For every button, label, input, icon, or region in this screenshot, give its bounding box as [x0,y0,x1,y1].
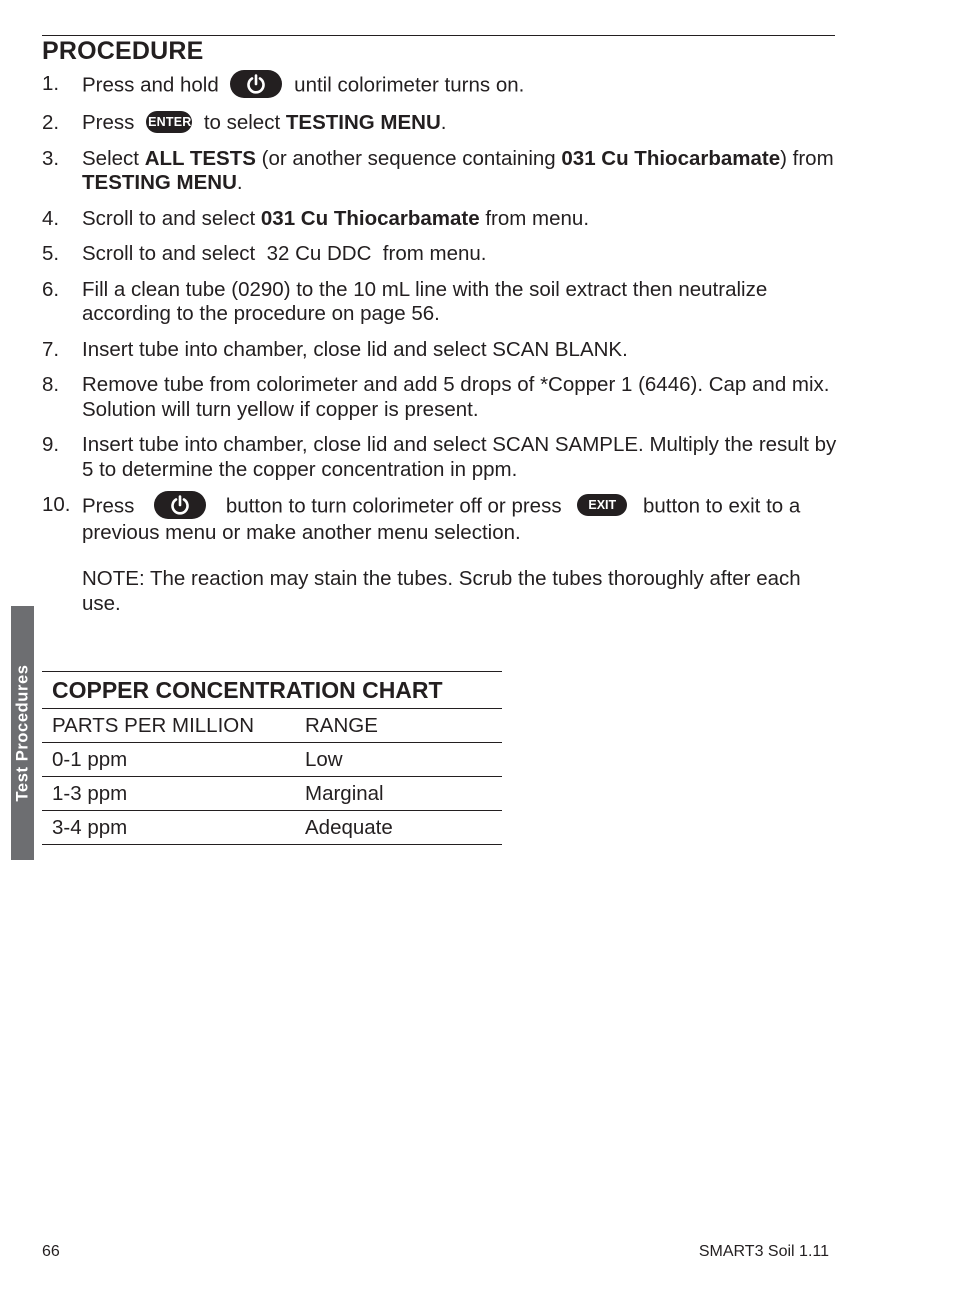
step-text: Insert tube into chamber, close lid and select SCAN SAMPLE. Multiply the result by 5 to determine the copper concentration in ppm. [82,433,837,481]
step-text: . [440,111,447,134]
step-number: 1. [42,72,60,95]
step-number: 9. [42,433,60,456]
procedure-step [42,147,842,196]
step-text-bold: TESTING MENU [285,111,441,134]
procedure-step [42,111,842,136]
procedure-step [42,493,842,546]
step-number: 4. [42,206,60,230]
table-cell: Adequate [305,816,393,839]
procedure-step [42,278,842,327]
procedure-step [42,72,842,100]
step-text: Select [82,146,139,170]
step-number: 8. [42,373,60,396]
step-text: . [236,171,243,194]
table-cell: Low [305,748,343,771]
side-tab [11,606,34,860]
step-text: Scroll to and select 32 Cu DDC from menu. [82,242,487,265]
procedure-step [42,338,842,363]
table-header-cell: PARTS PER MILLION [52,714,255,737]
step-text: button to exit to a previous menu or make another menu selection. [82,494,801,544]
step-text-bold: 031 Cu Thiocarbamate [260,206,480,230]
procedure-step [42,207,842,232]
step-number: 6. [42,277,60,301]
step-number: 5. [42,242,60,265]
table-row [42,777,502,811]
document-id: SMART3 Soil 1.11 [698,1243,829,1260]
procedure-step [42,433,842,482]
step-text-bold: TESTING MENU [82,171,237,194]
table-title: COPPER CONCENTRATION CHART [42,671,502,709]
step-text: until colorimeter turns on. [294,73,525,97]
step-text-bold: 031 Cu Thiocarbamate [561,146,781,170]
step-number: 3. [42,146,60,170]
step-text: Insert tube into chamber, close lid and select SCAN BLANK. [82,337,628,361]
step-number: 10. [42,493,71,516]
table-header-cell: RANGE [305,714,378,737]
step-text: Remove tube from colorimeter and add 5 drops of *Copper 1 (6446). Cap and mix. Solution will turn yellow if copper is present. [82,373,830,421]
copper-concentration-table [42,671,502,845]
table-row [42,743,502,777]
procedure-step [42,373,842,422]
table-cell: 1-3 ppm [52,782,128,805]
table-header-row [42,709,502,743]
procedure-steps [42,72,842,557]
step-text: button to turn colorimeter off or press [225,494,562,518]
step-text: ) from [780,146,834,170]
procedure-step [42,242,842,267]
exit-button-icon: EXIT [577,494,627,516]
step-text: Fill a clean tube (0290) to the 10 mL line with the soil extract then neutralize according to the procedure on page 56. [82,277,768,325]
power-button-icon [154,491,206,519]
step-text-bold: ALL TESTS [144,146,256,170]
page-number: 66 [42,1243,60,1260]
enter-button-icon: ENTER [146,111,192,133]
power-button-icon [230,70,282,98]
step-text: Scroll to and select [82,206,256,230]
step-text: Press [82,111,135,134]
step-number: 2. [42,111,60,134]
step-text: (or another sequence containing [261,146,556,170]
procedure-note: NOTE: The reaction may stain the tubes. Scrub the tubes thoroughly after each use. [82,567,801,615]
table-cell: Marginal [305,782,384,805]
step-text: to select [203,111,281,134]
step-text: Press and hold [82,73,219,97]
step-text: from menu. [485,206,590,230]
side-tab-label: Test Procedures [13,664,31,802]
table-cell: 3-4 ppm [52,816,128,839]
step-text: Press [82,494,135,518]
table-cell: 0-1 ppm [52,748,128,771]
section-heading: PROCEDURE [42,37,204,65]
step-number: 7. [42,337,60,361]
top-rule [42,35,835,36]
table-row [42,811,502,845]
